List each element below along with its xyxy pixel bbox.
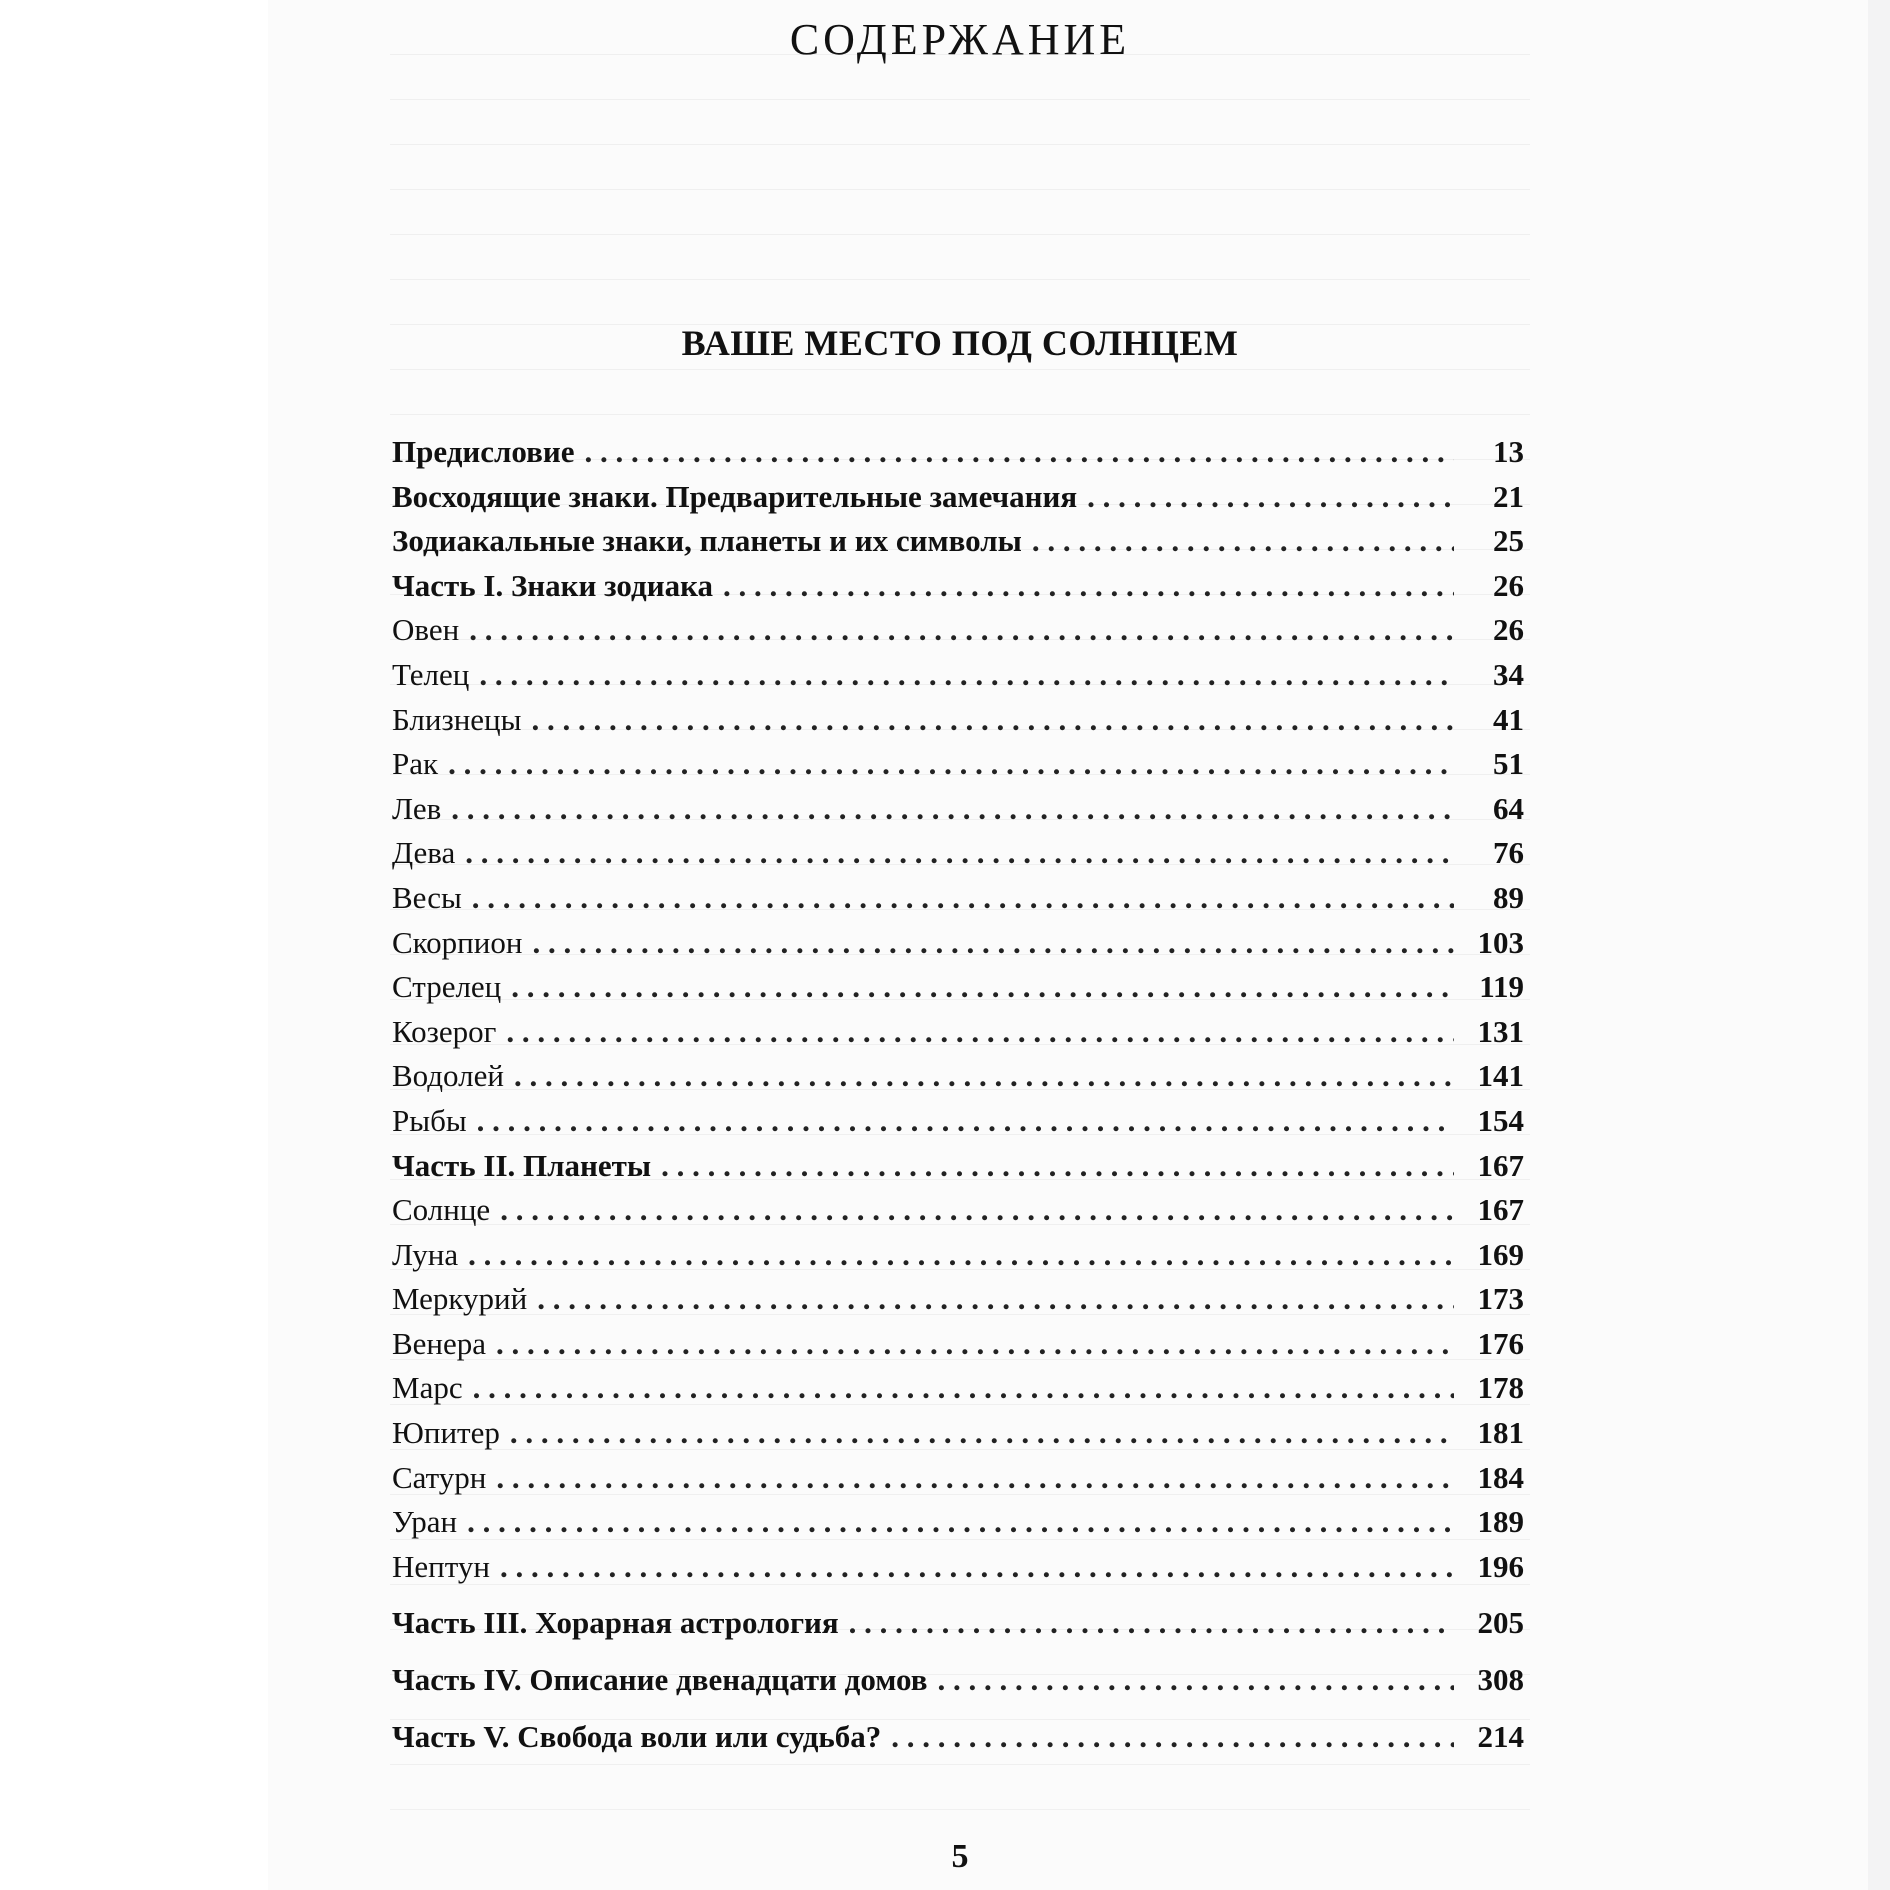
toc-entry[interactable]	[392, 523, 1524, 568]
dot-leader	[479, 657, 1454, 693]
toc-sub-entry[interactable]	[392, 1237, 1524, 1282]
toc-entry-title: Нептун	[392, 1548, 490, 1584]
toc-entry-title: Солнце	[392, 1192, 491, 1228]
toc-entry-page: 173	[1477, 1281, 1524, 1317]
toc-sub-entry[interactable]	[392, 1058, 1524, 1103]
toc-sub-entry[interactable]	[392, 746, 1524, 791]
toc-entry-page: 169	[1477, 1236, 1524, 1272]
dot-leader	[891, 1719, 1454, 1755]
dot-leader	[531, 702, 1454, 738]
dot-leader	[500, 1192, 1454, 1228]
toc-entry-page: 141	[1477, 1058, 1524, 1094]
dot-leader	[849, 1605, 1454, 1641]
dot-leader	[1087, 479, 1454, 515]
toc-entry-page: 196	[1477, 1548, 1524, 1584]
toc-sub-entry[interactable]	[392, 1415, 1524, 1460]
toc-sub-entry[interactable]	[392, 1014, 1524, 1059]
toc-entry-page: 103	[1477, 924, 1524, 960]
toc-entry-title: Венера	[392, 1325, 487, 1361]
toc-entry-page: 119	[1479, 969, 1524, 1005]
toc-entry-title: Часть IV. Описание двенадцати домов	[392, 1662, 928, 1698]
table-of-contents	[392, 434, 1524, 1763]
dot-leader	[469, 612, 1454, 648]
toc-entry-page: 167	[1477, 1192, 1524, 1228]
toc-sub-entry[interactable]	[392, 612, 1524, 657]
toc-entry-page: 64	[1493, 790, 1524, 826]
dot-leader	[1032, 523, 1454, 559]
toc-entry-page: 89	[1493, 879, 1524, 915]
dot-leader	[506, 1014, 1454, 1050]
toc-entry-page: 76	[1493, 835, 1524, 871]
toc-entry-title: Рак	[392, 746, 439, 782]
toc-entry-page: 21	[1493, 478, 1524, 514]
toc-part-entry[interactable]	[392, 568, 1524, 613]
section-heading: ВАШЕ МЕСТО ПОД СОЛНЦЕМ	[681, 323, 1239, 363]
dot-leader	[511, 969, 1454, 1005]
toc-part-entry[interactable]	[392, 1148, 1524, 1193]
toc-entry-page: 184	[1477, 1459, 1524, 1495]
toc-entry-title: Лев	[392, 790, 442, 826]
toc-entry-page: 167	[1477, 1147, 1524, 1183]
toc-entry-title: Дева	[392, 835, 456, 871]
dot-leader	[661, 1148, 1454, 1184]
toc-sub-entry[interactable]	[392, 835, 1524, 880]
toc-entry-title: Часть I. Знаки зодиака	[392, 567, 713, 603]
toc-entry-title: Скорпион	[392, 924, 523, 960]
toc-entry[interactable]	[392, 479, 1524, 524]
toc-entry-title: Близнецы	[392, 701, 522, 737]
toc-entry-title: Часть V. Свобода воли или судьба?	[392, 1718, 882, 1754]
toc-entry-title: Сатурн	[392, 1459, 487, 1495]
toc-part-entry[interactable]	[392, 1719, 1524, 1764]
toc-entry-title: Часть III. Хорарная астрология	[392, 1605, 839, 1641]
dot-leader	[496, 1460, 1454, 1496]
dot-leader	[465, 835, 1454, 871]
dot-leader	[537, 1281, 1454, 1317]
toc-sub-entry[interactable]	[392, 702, 1524, 747]
toc-sub-entry[interactable]	[392, 925, 1524, 970]
toc-entry-page: 308	[1477, 1662, 1524, 1698]
dot-leader	[467, 1504, 1454, 1540]
toc-entry-title: Луна	[392, 1236, 459, 1272]
dot-leader	[937, 1662, 1454, 1698]
toc-entry-page: 26	[1493, 567, 1524, 603]
toc-sub-entry[interactable]	[392, 1370, 1524, 1415]
toc-entry-title: Овен	[392, 612, 460, 648]
toc-sub-entry[interactable]	[392, 791, 1524, 836]
dot-leader	[496, 1326, 1454, 1362]
toc-entry-page: 34	[1493, 656, 1524, 692]
dot-leader	[585, 434, 1455, 470]
toc-entry-title: Юпитер	[392, 1415, 500, 1451]
toc-entry-page: 25	[1493, 523, 1524, 559]
toc-entry-page: 13	[1493, 434, 1524, 469]
toc-entry-title: Весы	[392, 879, 462, 915]
toc-entry-page: 178	[1477, 1370, 1524, 1406]
toc-entry-page: 154	[1477, 1102, 1524, 1138]
dot-leader	[468, 1237, 1454, 1273]
toc-entry-title: Рыбы	[392, 1102, 467, 1138]
toc-entry-page: 51	[1493, 746, 1524, 782]
toc-sub-entry[interactable]	[392, 880, 1524, 925]
toc-entry-page: 214	[1477, 1718, 1524, 1754]
toc-sub-entry[interactable]	[392, 1504, 1524, 1549]
toc-sub-entry[interactable]	[392, 1460, 1524, 1505]
toc-entry-title: Водолей	[392, 1058, 504, 1094]
toc-entry-title: Марс	[392, 1370, 463, 1406]
dot-leader	[472, 880, 1454, 916]
toc-sub-entry[interactable]	[392, 969, 1524, 1014]
toc-entry-title: Зодиакальные знаки, планеты и их символы	[392, 523, 1022, 559]
toc-sub-entry[interactable]	[392, 1326, 1524, 1371]
toc-entry-page: 189	[1477, 1504, 1524, 1540]
toc-sub-entry[interactable]	[392, 1549, 1524, 1594]
dot-leader	[473, 1370, 1454, 1406]
dot-leader	[532, 925, 1454, 961]
toc-entry-title: Стрелец	[392, 969, 502, 1005]
dot-leader	[448, 746, 1454, 782]
toc-sub-entry[interactable]	[392, 1103, 1524, 1148]
dot-leader	[510, 1415, 1454, 1451]
toc-entry-title: Часть II. Планеты	[392, 1147, 652, 1183]
page-number: 5	[951, 1838, 969, 1875]
dot-leader	[514, 1058, 1454, 1094]
toc-entry-title: Телец	[392, 656, 470, 692]
toc-entry-page: 176	[1477, 1325, 1524, 1361]
dot-leader	[451, 791, 1454, 827]
toc-entry-page: 131	[1477, 1013, 1524, 1049]
toc-entry-title: Предисловие	[392, 434, 575, 469]
dot-leader	[477, 1103, 1454, 1139]
toc-sub-entry[interactable]	[392, 657, 1524, 702]
toc-entry-title: Козерог	[392, 1013, 497, 1049]
dot-leader	[723, 568, 1454, 604]
toc-entry-page: 26	[1493, 612, 1524, 648]
toc-sub-entry[interactable]	[392, 1192, 1524, 1237]
toc-entry-page: 205	[1477, 1605, 1524, 1641]
toc-entry[interactable]	[392, 434, 1524, 479]
toc-entry-title: Восходящие знаки. Предварительные замечания	[392, 478, 1078, 514]
toc-part-entry[interactable]	[392, 1605, 1524, 1650]
toc-part-entry[interactable]	[392, 1662, 1524, 1707]
toc-sub-entry[interactable]	[392, 1281, 1524, 1326]
toc-entry-title: Уран	[392, 1504, 458, 1540]
dot-leader	[500, 1549, 1454, 1585]
toc-entry-title: Меркурий	[392, 1281, 528, 1317]
contents-heading: СОДЕРЖАНИЕ	[789, 15, 1131, 64]
toc-entry-page: 181	[1477, 1415, 1524, 1451]
toc-entry-page: 41	[1493, 701, 1524, 737]
